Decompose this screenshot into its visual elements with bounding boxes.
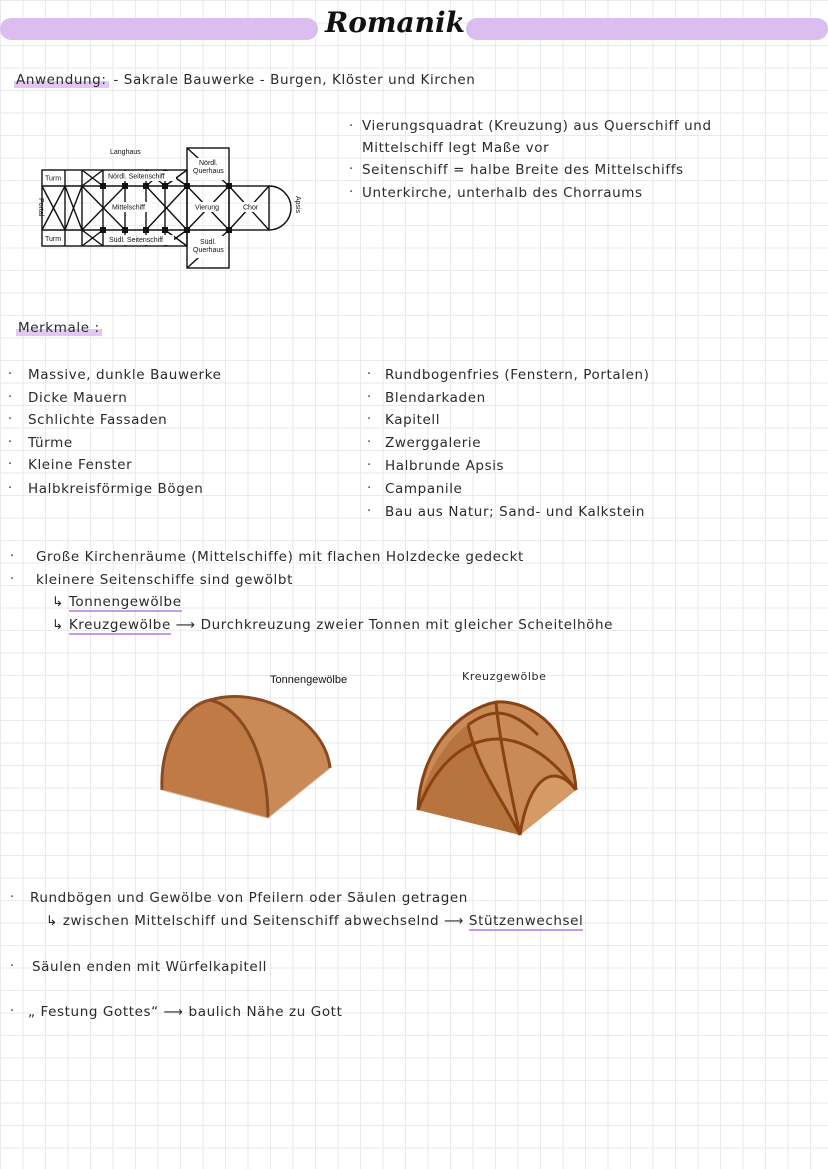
plan-note-1: Vierungsquadrat (Kreuzung) aus Querschiff und <box>362 118 712 134</box>
vault-sub-2-text: Durchkreuzung zweier Tonnen mit gleicher Scheitelhöhe <box>200 617 614 633</box>
label-vierung: Vierung <box>195 204 220 212</box>
title-band-right <box>466 18 828 40</box>
feature-right-3: Kapitell <box>385 412 441 428</box>
usage-line <box>14 72 475 88</box>
feature-left-1: Massive, dunkle Bauwerke <box>28 367 222 383</box>
support-line-4-quote: „ Festung Gottes“ <box>28 1004 159 1020</box>
support-line-1: Rundbögen und Gewölbe von Pfeilern oder Säulen getragen <box>30 890 468 906</box>
label-querhaus-south-2: Querhaus <box>193 247 224 254</box>
label-apsis: Apsis <box>294 196 301 214</box>
feature-left-4: Türme <box>28 435 73 451</box>
label-querhaus-north-1: Nördl. <box>199 160 218 167</box>
label-turm-bottom: Turm <box>45 236 62 243</box>
caption-tonnengewoelbe: Tonnengewölbe <box>270 674 348 686</box>
vault-line-2: kleinere Seitenschiffe sind gewölbt <box>36 572 293 588</box>
arrow-icon: ↳ <box>46 913 63 929</box>
feature-right-4: Zwerggalerie <box>385 435 482 451</box>
feature-left-6: Halbkreisförmige Bögen <box>28 481 204 497</box>
arrow-icon: ↳ <box>52 594 69 610</box>
caption-kreuzgewoelbe: Kreuzgewölbe <box>462 670 547 683</box>
feature-left-3: Schlichte Fassaden <box>28 412 168 428</box>
feature-right-1: Rundbogenfries (Fenstern, Portalen) <box>385 367 650 383</box>
features-heading-text: Merkmale : <box>18 320 100 336</box>
vault-sub-1 <box>52 594 182 610</box>
support-line-3: Säulen enden mit Würfelkapitell <box>32 959 268 975</box>
label-turm-top: Turm <box>45 175 62 183</box>
label-querhaus-north-2: Querhaus <box>193 168 224 175</box>
feature-right-5: Halbrunde Apsis <box>385 458 505 474</box>
support-line-2 <box>46 913 583 929</box>
plan-note-3: Seitenschiff = halbe Breite des Mittelschiffs <box>362 162 684 178</box>
right-arrow-icon: ⟶ <box>175 617 201 633</box>
page-title: Romanik <box>324 6 466 39</box>
arrow-icon: ↳ <box>52 617 69 633</box>
plan-note-2: Mittelschiff legt Maße vor <box>362 140 550 156</box>
title-band-left <box>0 18 318 40</box>
support-line-2-text: zwischen Mittelschiff und Seitenschiff abwechselnd <box>62 913 440 929</box>
groin-vault-illustration <box>408 690 598 840</box>
right-arrow-icon: ⟶ <box>444 913 469 929</box>
support-line-4 <box>28 1004 342 1020</box>
label-querhaus-south-1: Südl. <box>200 239 216 246</box>
label-seitenschiff-north: Nördl. Seitenschiff <box>108 173 165 181</box>
right-arrow-icon: ⟶ <box>163 1004 189 1020</box>
label-chor: Chor <box>243 204 259 212</box>
label-portal: Portal <box>37 198 44 217</box>
label-seitenschiff-south: Südl. Seitenschiff <box>109 237 163 244</box>
usage-label: Anwendung: <box>16 72 107 88</box>
vault-sub-1-text: Tonnengewölbe <box>68 594 182 610</box>
usage-text: - Sakrale Bauwerke - Burgen, Klöster und Kirchen <box>113 72 476 88</box>
vault-line-1: Große Kirchenräume (Mittelschiffe) mit flachen Holzdecke gedeckt <box>36 549 524 565</box>
feature-left-5: Kleine Fenster <box>28 457 133 473</box>
feature-right-7: Bau aus Natur; Sand- und Kalkstein <box>385 504 646 520</box>
support-line-2-term: Stützenwechsel <box>468 913 584 929</box>
feature-left-2: Dicke Mauern <box>28 390 128 406</box>
floor-plan-diagram <box>30 140 310 270</box>
vault-sub-2 <box>52 617 613 633</box>
feature-right-2: Blendarkaden <box>385 390 486 406</box>
label-mittelschiff: Mittelschiff <box>112 204 145 212</box>
support-line-4-text: baulich Nähe zu Gott <box>188 1004 343 1020</box>
vault-sub-2-term: Kreuzgewölbe <box>68 617 171 633</box>
feature-right-6: Campanile <box>385 481 463 497</box>
plan-note-4: Unterkirche, unterhalb des Chorraums <box>362 185 643 201</box>
label-langhaus: Langhaus <box>110 149 141 156</box>
features-heading <box>16 320 102 336</box>
barrel-vault-illustration <box>150 690 350 825</box>
